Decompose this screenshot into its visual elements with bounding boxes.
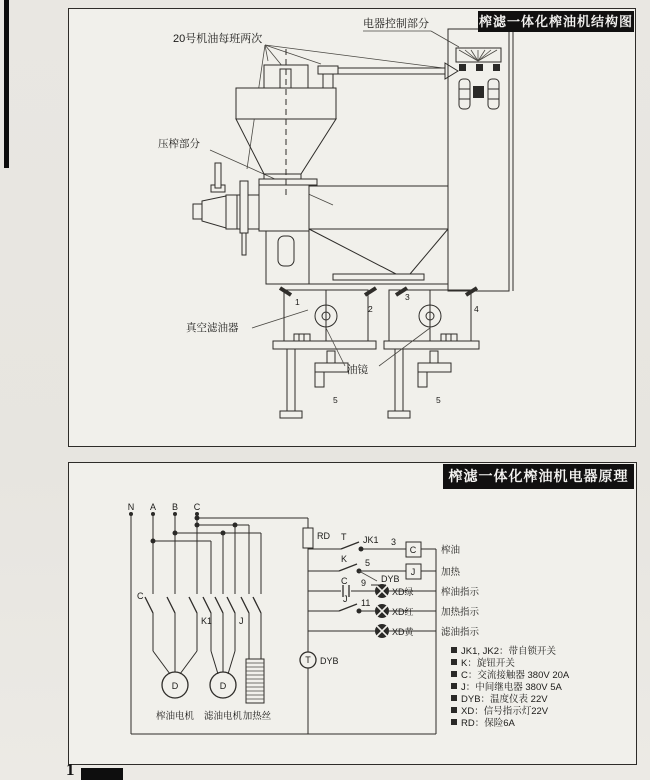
legend-item: C：交流接触器 380V 20A <box>461 670 570 681</box>
circuit-diagram-panel <box>68 462 637 765</box>
base-plate-left <box>273 341 376 349</box>
control-section-label: 电器控制部分 <box>363 18 429 30</box>
r2-switch-label: K <box>341 554 348 564</box>
machine-drawing-svg <box>69 9 635 446</box>
r1-label: 榨油 <box>441 545 461 556</box>
nameplate-rays <box>459 50 497 61</box>
filter-motor <box>210 651 236 698</box>
base-plate-right <box>384 341 479 349</box>
clamp-right <box>418 351 451 387</box>
control-cabinet <box>448 29 513 291</box>
dyb-t-letter: T <box>305 655 311 665</box>
body-funnel-right <box>410 229 448 274</box>
button-stack-left <box>459 79 470 109</box>
rd-fuse <box>303 528 313 548</box>
r3-contact-label: C <box>341 576 348 586</box>
oil-pin <box>215 163 221 188</box>
filter-tank-right <box>384 288 479 418</box>
leg <box>395 349 403 411</box>
indicator-lamp-3 <box>493 64 500 71</box>
heater-coil <box>246 659 264 703</box>
cabinet-switch <box>473 86 484 98</box>
r4-lamp-label: XD红 <box>392 607 414 617</box>
contactor-k1-label: K1 <box>201 616 213 626</box>
circuit-drawing-svg <box>69 463 636 763</box>
contactor-c-label: C <box>137 591 144 601</box>
motor-letter: D <box>219 681 227 691</box>
r3-lamp-label: XD绿 <box>392 587 414 597</box>
r1-box-letter: C <box>409 545 417 555</box>
button-stack-right <box>488 79 499 109</box>
press-motor-label: 榨油电机 <box>155 711 195 722</box>
leg <box>287 349 295 411</box>
legend-item: RD：保险6A <box>461 718 515 729</box>
phase-n-label: N <box>127 502 135 512</box>
vacuum-filter-label: 真空滤油器 <box>186 322 239 334</box>
body-funnel-left <box>309 229 396 274</box>
part-number-1: 1 <box>295 297 300 307</box>
legend-item: DYB：温度仪表 22V <box>461 694 548 705</box>
relay-j-label: J <box>239 616 244 626</box>
arm-arrow <box>445 63 458 79</box>
phase-a-label: A <box>149 502 157 512</box>
oil-sight-label: 油镜 <box>347 364 368 376</box>
phase-lines <box>129 512 199 734</box>
control-rail <box>300 518 316 734</box>
r2-label: 加热 <box>441 567 461 578</box>
part-number-5b: 5 <box>436 395 441 405</box>
phase-b-label: B <box>171 502 179 512</box>
foot-pad <box>388 411 410 418</box>
oil-note-label: 20号机油每班两次 <box>173 33 263 45</box>
clamp-left <box>315 351 348 387</box>
legend-item: XD：信号指示灯22V <box>461 706 549 717</box>
legend-item: K：旋钮开关 <box>461 658 515 669</box>
scan-edge-artifact <box>4 0 9 168</box>
dyb-meter-label: DYB <box>320 656 339 666</box>
r4-switch-label: J <box>343 594 348 604</box>
part-number-2: 2 <box>368 304 373 314</box>
contactor-c-contacts <box>145 597 197 651</box>
page-number: 1 <box>66 760 75 779</box>
rung-heat <box>308 564 436 585</box>
r4-label: 加热指示 <box>441 607 480 618</box>
heater-label: 加热丝 <box>242 711 272 722</box>
rd-label: RD <box>317 531 330 541</box>
branch-taps <box>151 516 309 595</box>
press-unit <box>193 163 317 255</box>
spout-2 <box>365 288 376 295</box>
legend-item: JK1, JK2：带自锁开关 <box>461 646 557 657</box>
indicator-lamp-1 <box>459 64 466 71</box>
motor-letter: D <box>171 681 179 691</box>
part-number-4: 4 <box>474 304 479 314</box>
filter-motor-label: 滤油电机 <box>203 711 243 722</box>
r1-switch-label: T <box>341 532 347 542</box>
phase-c-label: C <box>193 502 201 512</box>
circuit-diagram-title: 榨滤一体化榨油机电器原理 <box>443 464 634 489</box>
structure-diagram-title: 榨滤一体化榨油机结构图 <box>478 11 634 32</box>
spout-1 <box>280 288 291 295</box>
r3-label: 榨油指示 <box>441 587 480 598</box>
legend-item: J：中间继电器 380V 5A <box>461 682 562 693</box>
filter-label-leader <box>252 310 308 328</box>
press-motor <box>153 651 197 698</box>
part-number-3: 3 <box>405 292 410 302</box>
filter-tank-left <box>273 288 376 418</box>
press-handle-bar <box>240 181 248 233</box>
rung-heat-indicator <box>308 604 436 618</box>
foot-pad <box>280 411 302 418</box>
r2-dyb-label: DYB <box>381 574 400 584</box>
r2-box-letter: J <box>410 567 416 577</box>
legend <box>451 645 570 729</box>
relay-j-contacts <box>241 597 261 659</box>
r5-lamp-label: XD黄 <box>392 627 414 637</box>
page-footer-bar <box>81 768 123 780</box>
structure-diagram-panel <box>68 8 636 447</box>
feeder-assembly <box>264 63 458 89</box>
r1-num: 3 <box>391 537 397 547</box>
r3-num: 9 <box>361 578 367 588</box>
rung-filter-indicator <box>308 624 436 638</box>
press-section-label: 压榨部分 <box>158 138 200 150</box>
r5-label: 滤油指示 <box>441 627 480 638</box>
r1-name: JK1 <box>363 535 379 545</box>
rung-press-indicator <box>308 584 436 598</box>
r4-num: 11 <box>361 598 371 608</box>
r2-num: 5 <box>365 558 371 568</box>
indicator-lamp-2 <box>476 64 483 71</box>
part-number-5a: 5 <box>333 395 338 405</box>
control-label-leader <box>363 31 459 47</box>
press-nozzle-cone <box>202 196 226 228</box>
